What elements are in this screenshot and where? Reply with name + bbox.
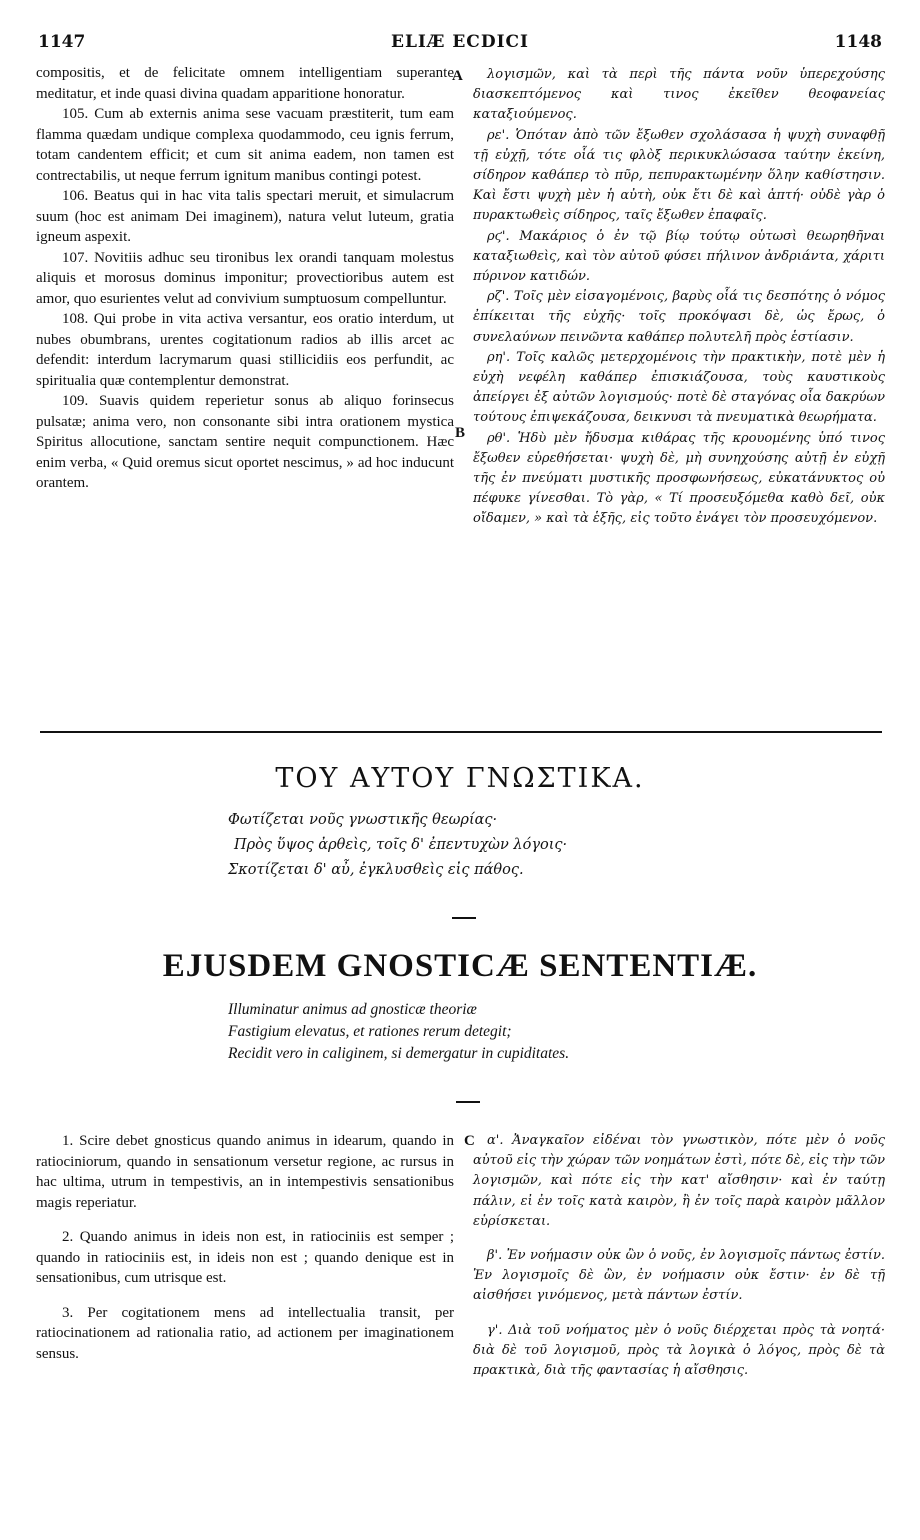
section-divider-rule: [40, 731, 882, 733]
latin-verse-line: Recidit vero in caliginem, si demergatur in cupiditates.: [228, 1045, 570, 1062]
latin-sentence: 1. Scire debet gnosticus quando animus in idearum, quando in ratiociniorum, quando in sensationum versetur regione, ac rursus in hac ultima, utrum in tempestivis, an in intempestivis sensationibus magis reperiatur.: [36, 1133, 454, 1211]
latin-paragraph: compositis, et de felicitate omnem intelligentiam superante meditatur, et inde quasi divina quadam apparitione honoratur.: [36, 65, 454, 102]
running-title: ELIÆ ECDICI: [390, 32, 530, 52]
short-dash-divider: [452, 917, 476, 919]
greek-paragraph: ρϛ'. Μακάριος ὁ ἐν τῷ βίῳ τούτῳ οὑτωσὶ θεωρηθῆναι καταξιωθεὶς, καὶ τὸν αὐτοῦ φύσει πήλινον ἀνδριάντα, χάριτι πύρινον κατιδών.: [473, 228, 885, 285]
latin-sentence: 3. Per cogitationem mens ad intellectualia transit, per ratiocinationem ad rationalia ratio, ad actionem per imaginationem sensus.: [36, 1304, 454, 1362]
latin-verse-line: Fastigium elevatus, et rationes rerum detegit;: [228, 1023, 512, 1040]
lower-latin-column: [36, 1131, 454, 1378]
greek-paragraph: ρζ'. Τοῖς μὲν εἰσαγομένοις, βαρὺς οἷά τις δεσπότης ὁ νόμος ἐπίκειται τῆς εὐχῆς· τοῖς προκόψασι δὲ, ὡς ἔρως, ὁ συνελαύνων πεινῶντα καθάπερ πολυτελῆ πρὸς ἑστίασιν.: [473, 289, 885, 345]
latin-section-title: EJUSDEM GNOSTICÆ SENTENTIÆ.: [162, 948, 758, 984]
greek-paragraph: ρη'. Τοῖς καλῶς μετερχομένοις τὴν πρακτικὴν, ποτὲ μὲν ἡ εὐχὴ νεφέλη καθάπερ ἐπισκιάζουσα, τοὺς καυστικοὺς ἀπείργει ἐξ αὐτῶν λογισμούς· ποτὲ δὲ σταγόνας οἷα δακρύων τούτους ἐπιψεκάζουσα, δεικνυσι τὰ πνευματικὰ θεωρήματα.: [473, 349, 885, 426]
upper-greek-column: [473, 65, 885, 530]
latin-paragraph: 109. Suavis quidem reperietur sonus ab aliquo forinsecus pulsatæ; anima vero, non consonante sibi intra orationem mystica Spiritus allocutione, sanctam sentire nequit compunctionem. Hæc enim verba, « Quid oremus sicut oportet nescimus, » ad hoc inducunt orantem.: [36, 393, 454, 491]
latin-verse-line: Illuminatur animus ad gnosticæ theoriæ: [228, 1001, 477, 1018]
page-number-left: 1147: [38, 32, 86, 52]
margin-letter-c: C: [464, 1133, 475, 1149]
greek-section-title: ΤΟΥ ΑΥΤΟΥ ΓΝΩΣΤΙΚΑ.: [275, 763, 645, 794]
margin-letter-a: A: [452, 68, 463, 84]
short-dash-divider: [456, 1101, 480, 1103]
upper-latin-column: [36, 63, 454, 494]
greek-sentence: α'. Ἀναγκαῖον εἰδέναι τὸν γνωστικὸν, πότε μὲν ὁ νοῦς αὐτοῦ εἰς τὴν χώραν τῶν νοημάτων ἐστὶ, πότε δὲ, εἰς τὴν τῶν λογισμῶν, καὶ πότε εἰς τὴν κατ' αἴσθησιν· καὶ ἐν ταύτῃ πάλιν, εἰ ἐν τοῖς κατὰ καιρὸν, ἢ ἐν τοῖς παρὰ καιρὸν μᾶλλον εὑρίσκεται.: [473, 1133, 885, 1229]
greek-sentence: β'. Ἐν νοήμασιν οὐκ ὢν ὁ νοῦς, ἐν λογισμοῖς πάντως ἐστίν. Ἐν λογισμοῖς δὲ ὢν, ἐν νοήμασιν οὐκ ἔστιν· ἐν δὲ τῇ αἰσθήσει γινόμενος, μετὰ πάντων ἐστίν.: [473, 1248, 885, 1304]
margin-letter-b: B: [455, 425, 466, 441]
greek-paragraph: ρε'. Ὁπόταν ἀπὸ τῶν ἔξωθεν σχολάσασα ἡ ψυχὴ συναφθῇ τῇ εὐχῇ, τότε οἷά τις φλὸξ περικυκλώσασα ταύτην ἐκείνη, σίδηρον καθάπερ τὸ πῦρ, πεπυρακτωμένην ὅλην καθίστησιν. Καὶ ἔστι ψυχὴ μὲν ἡ αὐτὴ, οὐκ ἔτι δὲ καὶ ἁπτή· οὐδὲ γὰρ ὁ πυρακτωθεὶς σίδηρος, ταῖς ἔξωθεν ἐπαφαῖς.: [473, 127, 885, 224]
lower-greek-column: [473, 1131, 885, 1395]
running-header: [38, 32, 882, 54]
greek-sentence: γ'. Διὰ τοῦ νοήματος μὲν ὁ νοῦς διέρχεται πρὸς τὰ νοητά· διὰ δὲ τοῦ λογισμοῦ, πρὸς τὰ λογικὰ ὁ λόγος, πρὸς δὲ τὰ πρακτικὰ, διὰ τῆς φαντασίας ἡ αἴσθησις.: [473, 1322, 885, 1379]
greek-verse-line: Φωτίζεται νοῦς γνωστικῆς θεωρίας·: [228, 812, 498, 828]
latin-verse: [228, 999, 569, 1065]
greek-verse-line: Σκοτίζεται δ' αὖ, ἐγκλυσθεὶς εἰς πάθος.: [228, 862, 524, 878]
greek-paragraph: ρθ'. Ἡδὺ μὲν ἤδυσμα κιθάρας τῆς κρουομένης ὑπό τινος ἔξωθεν εὑρεθήσεται· ψυχὴ δὲ, μὴ συνηχούσης αὐτῇ ἐν εὐχῇ τῆς ἐν πνεύματι μυστικῆς προσφωνήσεως, εὐκατάνυκτος οὐ πέφυκε γίνεσθαι. Τὸ γὰρ, « Τί προσευξόμεθα καθὸ δεῖ, οὐκ οἴδαμεν, » καὶ τὰ ἑξῆς, εἰς τοῦτο ἐνάγει τὸν προσευχόμενον.: [473, 430, 885, 527]
latin-paragraph: 108. Qui probe in vita activa versantur, eos oratio interdum, ut nubes obumbrans, urentes cogitationum radios ab illis arcet ac defendit: interdum lacrymarum quasi stillicidiis eos perfundit, ac spiritualia quæ contemplentur demonstrat.: [36, 311, 454, 389]
latin-paragraph: 107. Novitiis adhuc seu tironibus lex orandi tanquam molestus aliquis et morosus dominus imponitur; provectioribus autem est amor, quo esurientes velut ad convivium sumptuosum compelluntur.: [36, 249, 454, 307]
page-number-right: 1148: [834, 32, 882, 52]
greek-verse-line: Πρὸς ὕψος ἀρθεὶς, τοῖς δ' ἐπεντυχὼν λόγοις·: [234, 837, 568, 853]
latin-sentence: 2. Quando animus in ideis non est, in ratiociniis est semper ; quando in ratiociniis est, in ideis non est ; quando denique est in sensationibus, cum utrisque est.: [36, 1229, 454, 1286]
latin-paragraph: 106. Beatus qui in hac vita talis spectari meruit, et simulacrum suum (hoc est animam Dei imaginem), natura velut luteum, gratia igneum aspexit.: [36, 188, 454, 245]
greek-paragraph: λογισμῶν, καὶ τὰ περὶ τῆς πάντα νοῦν ὑπερεχούσης διασκεπτόμενος καὶ τινος ἐκεῖθεν θεοφανείας καταξιούμενος.: [473, 67, 885, 123]
greek-verse: [228, 808, 567, 883]
latin-paragraph: 105. Cum ab externis anima sese vacuam præstiterit, tum eam flamma quædam undique complexa quodammodo, ceu ignis ferrum, totam candentem efficit; et cum sit anima eadem, non tamen est contrectabilis, ut neque ferrum ignitum manibus contingi potest.: [36, 106, 454, 184]
